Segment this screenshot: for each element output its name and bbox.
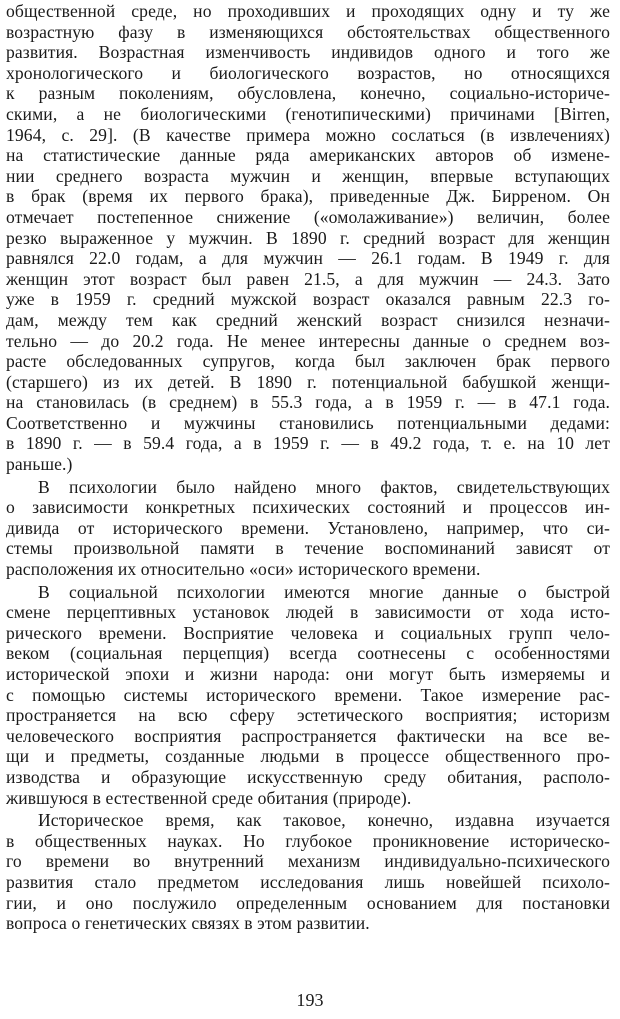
paragraph — [6, 582, 610, 809]
text-line: человеческого восприятия распространяется фактически на все ве- — [6, 725, 610, 746]
text-line: стемы произвольной памяти в течение воспоминаний зависят от — [6, 538, 610, 559]
text-line: с помощью системы исторического времени. Такое измерение рас- — [6, 684, 610, 705]
text-line: 1964, с. 29]. (В качестве примера можно сослаться (в извлечениях) — [6, 124, 610, 145]
body-text — [6, 1, 610, 934]
text-line: В социальной психологии имеются многие данные о быстрой — [38, 581, 610, 602]
page-number: 193 — [296, 990, 324, 1010]
text-line: уже в 1959 г. средний мужской возраст оказался равным 22.3 го- — [6, 289, 610, 310]
text-line: в брак (время их первого брака), приведенные Дж. Бирреном. Он — [6, 186, 610, 207]
text-line: го времени во внутренний механизм индивидуально-психического — [6, 851, 610, 872]
text-line: на статистические данные ряда американских авторов об измене- — [6, 145, 610, 166]
text-line: на становилась (в среднем) в 55.3 года, а в 1959 г. — в 47.1 года. — [6, 392, 610, 413]
text-line: в общественных науках. Но глубокое проникновение историческо- — [6, 830, 610, 851]
text-line: расположения их относительно «оси» исторического времени. — [6, 559, 481, 580]
text-line: дам, между тем как средний женский возраст снизился незначи- — [6, 309, 610, 330]
text-line: щи и предметы, созданные людьми в процессе общественного про- — [6, 746, 610, 767]
text-line: развития стало предметом исследования лишь новейшей психоло- — [6, 871, 610, 892]
text-line: изводства и образующие искусственную среду обитания, располо- — [6, 766, 610, 787]
text-line: пространяется на всю сферу эстетического восприятия; историзм — [6, 705, 610, 726]
text-line: смене перцептивных установок людей в зависимости от хода исто- — [6, 602, 610, 623]
text-line: общественной среде, но проходивших и проходящих одну и ту же — [6, 1, 610, 21]
text-line: хронологического и биологического возрастов, но относящихся — [6, 62, 610, 83]
text-line: к разным поколениям, обусловлена, конечно, социально-историче- — [6, 83, 610, 104]
text-line: раньше.) — [6, 454, 73, 475]
text-line: резко выраженное у мужчин. В 1890 г. средний возраст для женщин — [6, 227, 610, 248]
text-line: о зависимости конкретных психических состояний и процессов ин- — [6, 497, 610, 518]
text-line: женщин этот возраст был равен 21.5, а для мужчин — 24.3. Зато — [6, 268, 610, 289]
text-line: В психологии было найдено много фактов, свидетельствующих — [38, 476, 610, 497]
text-line: в 1890 г. — в 59.4 года, а в 1959 г. — в 49.2 года, т. е. на 10 лет — [6, 433, 610, 454]
text-line: тельно — до 20.2 года. Не менее интересны данные о среднем воз- — [6, 330, 610, 351]
text-line: развития. Возрастная изменчивость индивидов одного и того же — [6, 42, 610, 63]
text-line: дивида от исторического времени. Установлено, например, что си- — [6, 517, 610, 538]
text-line: нии среднего возраста мужчин и женщин, впервые вступающих — [6, 165, 610, 186]
paragraph — [6, 810, 610, 934]
text-line: исторической эпохи и жизни народа: они могут быть измеряемы и — [6, 664, 610, 684]
text-line: гии, и оно послужило определенным основанием для постановки — [6, 892, 610, 913]
text-line: жившуюся в естественной среде обитания (природе). — [6, 787, 412, 808]
text-line: равнялся 22.0 годам, а для мужчин — 26.1 годам. В 1949 г. для — [6, 248, 610, 269]
text-line: Историческое время, как таковое, конечно, издавна изучается — [38, 810, 610, 831]
text-line: Соответственно и мужчины становились потенциальными дедами: — [6, 412, 610, 433]
text-line: отмечает постепенное снижение («омолаживание») величин, более — [6, 206, 610, 227]
text-line: вопроса о генетических связях в этом развитии. — [6, 913, 370, 934]
text-line: (старшего) из их детей. В 1890 г. потенциальной бабушкой женщи- — [6, 371, 610, 392]
text-line: веком (социальная перцепция) всегда соотнесены с особенностями — [6, 643, 610, 664]
paragraph — [6, 1, 610, 475]
text-line: рического времени. Восприятие человека и социальных групп чело- — [6, 622, 610, 643]
text-line: скими, а не биологическими (генотипическими) причинами [Birren, — [6, 103, 610, 124]
text-line: возрастную фазу в изменяющихся обстоятельствах общественного — [6, 21, 610, 42]
text-line: расте обследованных супругов, когда был заключен брак первого — [6, 351, 610, 372]
paragraph — [6, 477, 610, 580]
